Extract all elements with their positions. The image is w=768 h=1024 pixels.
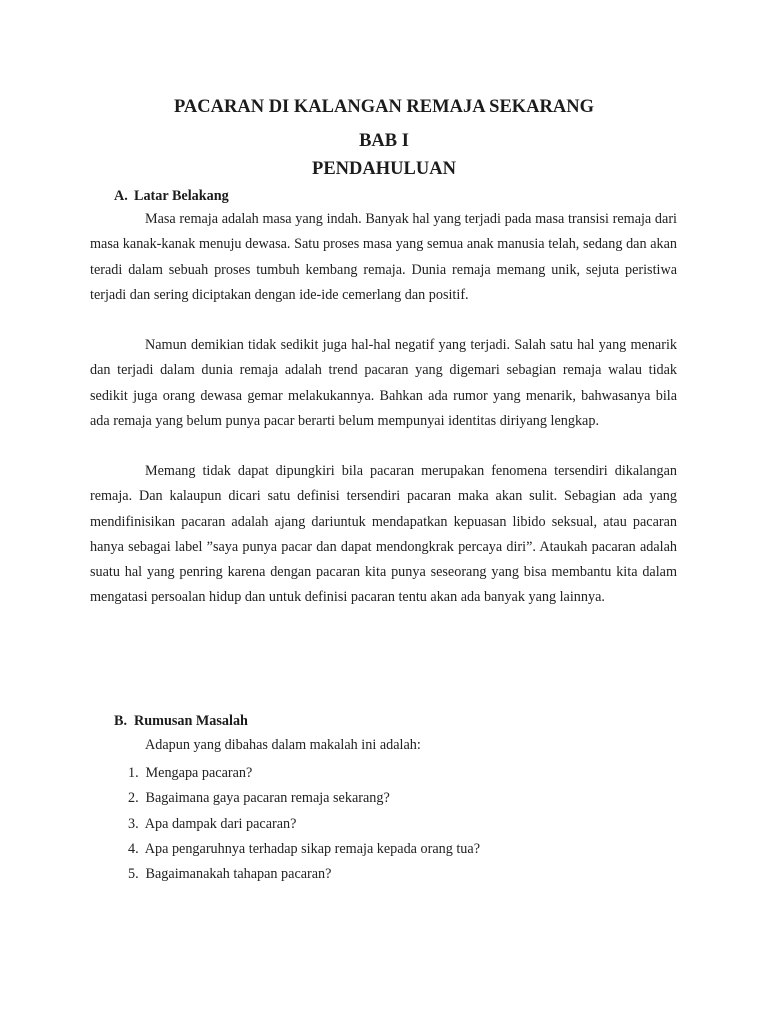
section-a-heading — [114, 188, 229, 205]
section-a-letter: A. — [114, 188, 128, 204]
chapter-title: PENDAHULUAN — [312, 159, 456, 179]
section-b-intro: Adapun yang dibahas dalam makalah ini adalah: — [145, 737, 421, 753]
list-item-number: 5. — [128, 866, 139, 883]
list-item-text: Apa dampak dari pacaran? — [144, 815, 297, 832]
list-item — [128, 788, 480, 813]
list-item-text: Apa pengaruhnya terhadap sikap remaja kepada orang tua? — [144, 840, 480, 857]
section-b-title: Rumusan Masalah — [134, 713, 248, 729]
list-item — [128, 839, 480, 864]
list-item-text: Bagaimanakah tahapan pacaran? — [145, 866, 332, 883]
section-b-heading — [114, 713, 248, 730]
list-item — [128, 763, 480, 788]
list-item-number: 4. — [128, 840, 139, 857]
document-title: PACARAN DI KALANGAN REMAJA SEKARANG — [173, 97, 595, 117]
paragraph-1: Masa remaja adalah masa yang indah. Banyak hal yang terjadi pada masa transisi remaja dari masa kanak-kanak menuju dewasa. Satu proses masa yang semua anak manusia telah, sedang dan akan teradi dalam sebuah proses tumbuh kembang remaja. Dunia remaja memang unik, sejuta peristiwa terjadi dan sering diciptakan dengan ide-ide cemerlang dan positif. — [90, 211, 677, 303]
list-item-number: 2. — [128, 790, 139, 807]
list-item — [128, 864, 480, 889]
paragraph-2: Namun demikian tidak sedikit juga hal-hal negatif yang terjadi. Salah satu hal yang menarik dan terjadi dalam dunia remaja adalah trend pacaran yang digemari sebagian remaja walau tidak sedikit juga orang dewasa gemar melakukannya. Bahkan ada rumor yang menarik, bahwasanya bila ada remaja yang belum punya pacar berarti belum mempunyai identitas diriyang lengkap. — [90, 337, 677, 429]
question-list — [128, 763, 480, 889]
chapter-number: BAB I — [359, 131, 409, 151]
list-item — [128, 814, 480, 839]
list-item-text: Mengapa pacaran? — [145, 765, 253, 781]
section-b-letter: B. — [114, 713, 128, 729]
list-item-number: 3. — [128, 815, 139, 832]
list-item-text: Bagaimana gaya pacaran remaja sekarang? — [145, 790, 390, 807]
section-a-title: Latar Belakang — [134, 188, 229, 204]
paragraph-3: Memang tidak dapat dipungkiri bila pacaran merupakan fenomena tersendiri dikalangan remaja. Dan kalaupun dicari satu definisi tersendiri pacaran maka akan sulit. Sebagian ada yang mendifinisikan pacaran adalah ajang dariuntuk mendapatkan kepuasan libido seksual, atau pacaran hanya sebagai label ”saya punya pacar dan dapat mendongkrak percaya diri”. Ataukah pacaran adalah suatu hal yang penring karena dengan pacaran kita punya seseorang yang bisa membantu kita dalam mengatasi persoalan hidup dan untuk definisi pacaran tentu akan ada banyak yang lainnya. — [90, 463, 677, 606]
list-item-number: 1. — [128, 765, 139, 781]
